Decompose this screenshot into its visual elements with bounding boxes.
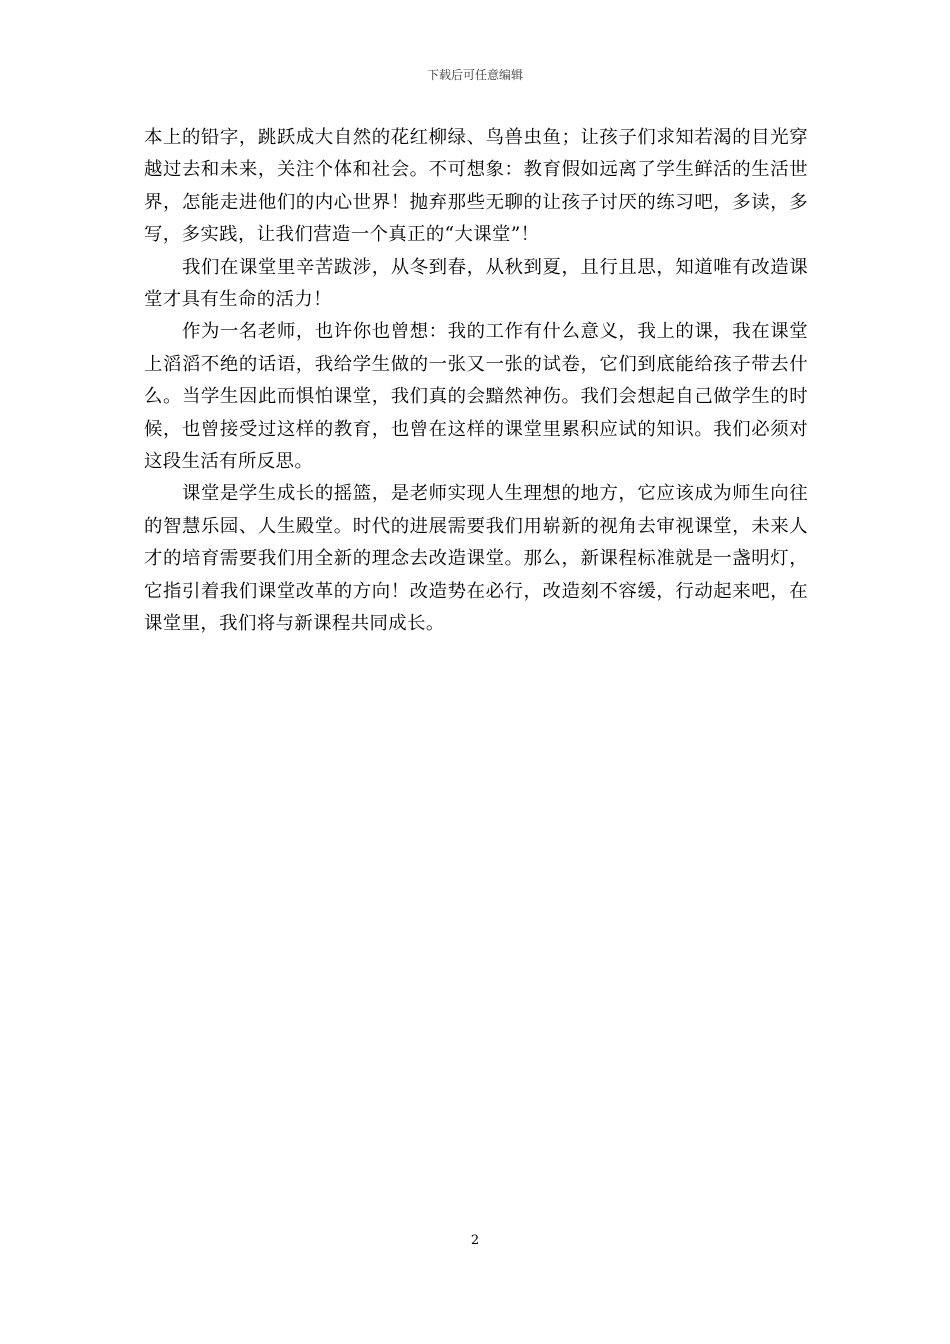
paragraph-1: 本上的铅字，跳跃成大自然的花红柳绿、鸟兽虫鱼；让孩子们求知若渴的目光穿越过去和未来，关注个体和社会。不可想象：教育假如远离了学生鲜活的生活世界，怎能走进他们的内心世界！抛弃那些无聊的让孩子讨厌的练习吧，多读，多写，多实践，让我们营造一个真正的“大课堂”！ [144, 127, 808, 246]
document-body [144, 122, 808, 641]
paragraph-2: 我们在课堂里辛苦跋涉，从冬到春，从秋到夏，且行且思，知道唯有改造课堂才具有生命的活力！ [144, 256, 808, 311]
paragraph-3: 作为一名老师，也许你也曾想：我的工作有什么意义，我上的课，我在课堂上滔滔不绝的话语，我给学生做的一张又一张的试卷，它们到底能给孩子带去什么。当学生因此而惧怕课堂，我们真的会黯然神伤。我们会想起自己做学生的时候，也曾接受过这样的教育，也曾在这样的课堂里累积应试的知识。我们必须对这段生活有所反思。 [144, 321, 808, 473]
page-header: 下载后可任意编辑 [426, 68, 523, 82]
page-number: 2 [470, 1233, 480, 1248]
paragraph-4: 课堂是学生成长的摇篮，是老师实现人生理想的地方，它应该成为师生向往的智慧乐园、人生殿堂。时代的进展需要我们用崭新的视角去审视课堂，未来人才的培育需要我们用全新的理念去改造课堂。那么，新课程标准就是一盏明灯，它指引着我们课堂改革的方向！改造势在必行，改造刻不容缓，行动起来吧，在课堂里，我们将与新课程共同成长。 [144, 483, 808, 635]
